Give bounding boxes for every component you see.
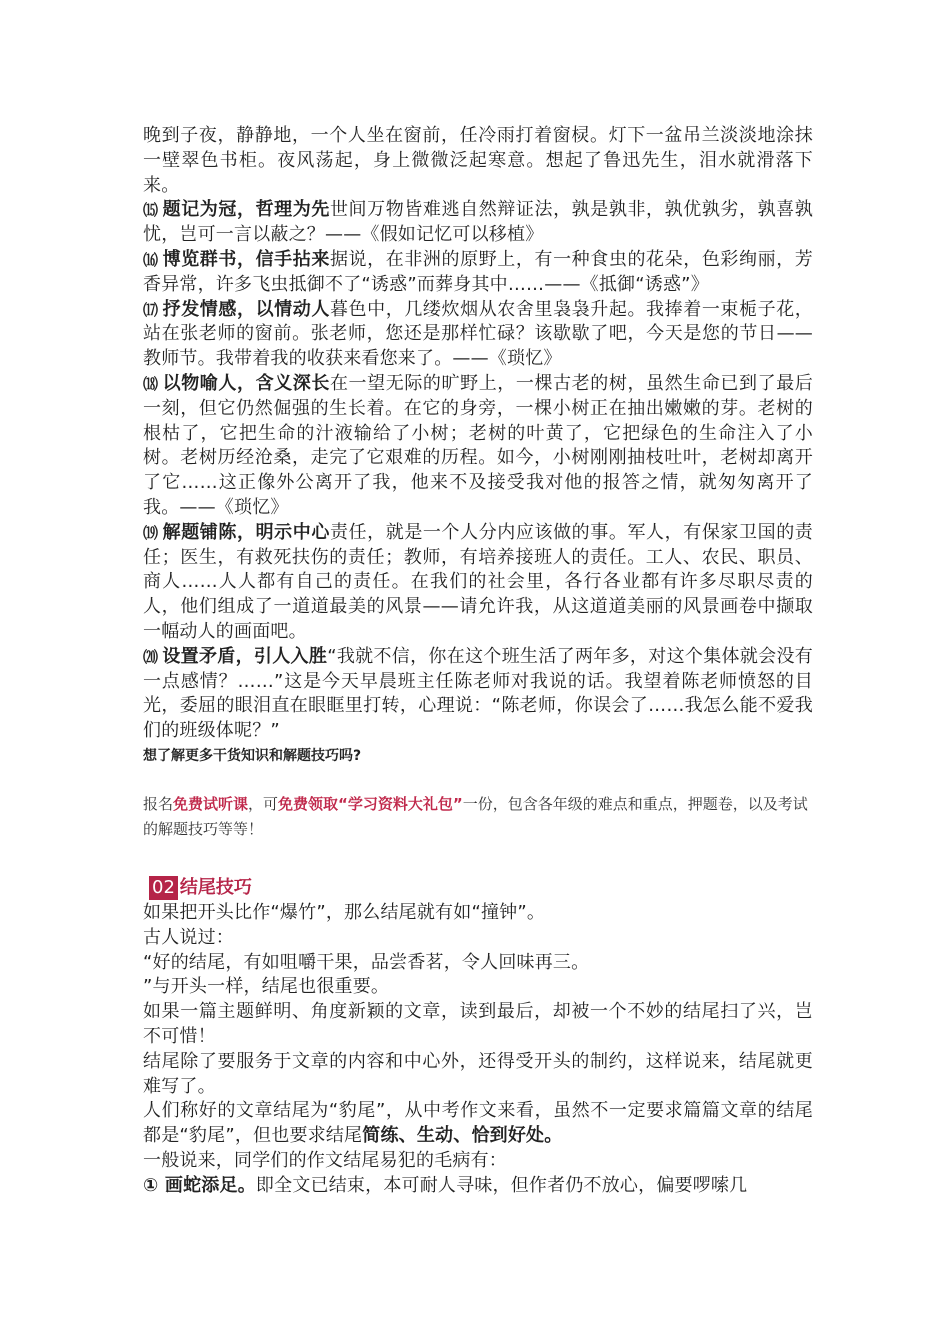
item-text: “我就不信，你在这个班生活了两年多，对这个集体就会没有一点感情？……”这是今天早晨班主任陈老师对我说的话。我望着陈老师愤怒的目光，委屈的眼泪直在眼眶里打转，心理说：“陈老师，你误会了……我怎么能不爱我们的班级体呢？”: [143, 645, 813, 742]
list-item: [143, 298, 813, 372]
section-paragraph: 一般说来，同学们的作文结尾易犯的毛病有：: [143, 1149, 507, 1171]
list-item: [143, 645, 813, 744]
item-text: 暮色中，几缕炊烟从农舍里袅袅升起。我捧着一束栀子花，站在张老师的窗前。张老师，您还是那样忙碌？该歇歇了吧，今天是您的节日——教师节。我带着我的收获来看您来了。——《琐忆》: [143, 298, 813, 370]
list-item: [143, 198, 813, 248]
fault-text: 即全文已结束，本可耐人寻味，但作者仍不放心，偏要啰嗦几: [255, 1174, 748, 1196]
item-number: ⒅: [143, 374, 159, 393]
section-paragraph: 结尾除了要服务于文章的内容和中心外，还得受开头的制约，这样说来，结尾就更难写了。: [143, 1050, 813, 1097]
techniques-list: [143, 198, 813, 744]
section-paragraph: ”与开头一样，结尾也很重要。: [143, 976, 390, 998]
item-title: 解题铺陈，明示中心: [162, 521, 330, 543]
promo-text: ，可: [248, 794, 279, 813]
list-item: [143, 521, 813, 645]
tail-bold-text: 简练、生动、恰到好处。: [362, 1125, 563, 1147]
item-number: ⒇: [143, 647, 159, 666]
cta-question: 想了解更多干货知识和解题技巧吗?: [143, 747, 362, 764]
item-number: ⒃: [143, 250, 159, 269]
item-text: 据说，在非洲的原野上，有一种食虫的花朵，色彩绚丽，芳香异常，许多飞虫抵御不了“诱惑”而葬身其中……——《抵御“诱惑”》: [143, 248, 813, 295]
item-title: 抒发情感，以情动人: [162, 298, 330, 320]
tail-text: 人们称好的文章结尾为“豹尾”，从中考作文来看，虽然不一定要求篇篇文章的结尾都是“豹尾”，但也要求结尾: [143, 1100, 813, 1147]
section-title: 结尾技巧: [179, 876, 252, 898]
item-number: ⒂: [143, 201, 159, 220]
free-trial-link[interactable]: 免费试听课: [173, 794, 249, 813]
section-paragraph: “好的结尾，有如咀嚼干果，品尝香茗，令人回味再三。: [143, 951, 590, 973]
item-text: 责任，就是一个人分内应该做的事。军人，有保家卫国的责任；医生，有救死扶伤的责任；教师，有培养接班人的责任。工人、农民、职员、商人……人人都有自己的责任。在我们的社会里，各行各业都有许多尽职尽责的人，他们组成了一道道最美的风景——请允许我，从这道道美丽的风景画卷中撷取一幅动人的画面吧。: [143, 521, 813, 642]
section-number-badge: 02: [149, 876, 178, 900]
fault-item: [143, 1174, 813, 1199]
section-paragraph: [143, 1099, 813, 1149]
item-title: 题记为冠，哲理为先: [162, 199, 330, 221]
document-body: [143, 124, 813, 1198]
section-paragraph: 古人说过：: [143, 926, 234, 948]
item-title: 设置矛盾，引人入胜: [162, 645, 328, 667]
intro-paragraph: 晚到子夜，静静地，一个人坐在窗前，任冷雨打着窗棂。灯下一盆吊兰淡淡地涂抹一壁翠色书柜。夜风荡起，身上微微泛起寒意。想起了鲁迅先生，泪水就滑落下来。: [143, 125, 813, 196]
promo-text: 报名: [143, 794, 174, 813]
item-number: ⒆: [143, 523, 159, 542]
promo-text: 一份，包含各年级的难点和重点，押题卷，以及考试的解题技巧等等！: [143, 794, 808, 838]
section-body: [143, 901, 813, 1199]
item-title: 以物喻人，含义深长: [162, 372, 330, 394]
fault-title: ① 画蛇添足。: [143, 1174, 256, 1196]
section-heading: [143, 875, 813, 901]
item-number: ⒄: [143, 300, 159, 319]
list-item: [143, 372, 813, 521]
gift-pack-link[interactable]: 免费领取“学习资料大礼包”: [278, 794, 463, 813]
section-paragraph: 如果一篇主题鲜明、角度新颖的文章，读到最后，却被一个不妙的结尾扫了兴，岂不可惜！: [143, 1001, 813, 1047]
item-text: 世间万物皆难逃自然辩证法，孰是孰非，孰优孰劣，孰喜孰忧，岂可一言以蔽之？——《假如记忆可以移植》: [143, 199, 813, 246]
section-paragraph: 如果把开头比作“爆竹”，那么结尾就有如“撞钟”。: [143, 901, 546, 923]
item-title: 博览群书，信手拈来: [162, 248, 330, 270]
promo-paragraph: [143, 792, 813, 842]
list-item: [143, 248, 813, 298]
item-text: 在一望无际的旷野上，一棵古老的树，虽然生命已到了最后一刻，但它仍然倔强的生长着。在它的身旁，一棵小树正在抽出嫩嫩的芽。老树的根枯了，它把生命的汁液输给了小树；老树的叶黄了，它把绿色的生命注入了小树。老树历经沧桑，走完了它艰难的历程。如今，小树刚刚抽枝吐叶，老树却离开了它……这正像外公离开了我，他来不及接受我对他的报答之情，就匆匆离开了我。——《琐忆》: [143, 372, 813, 518]
